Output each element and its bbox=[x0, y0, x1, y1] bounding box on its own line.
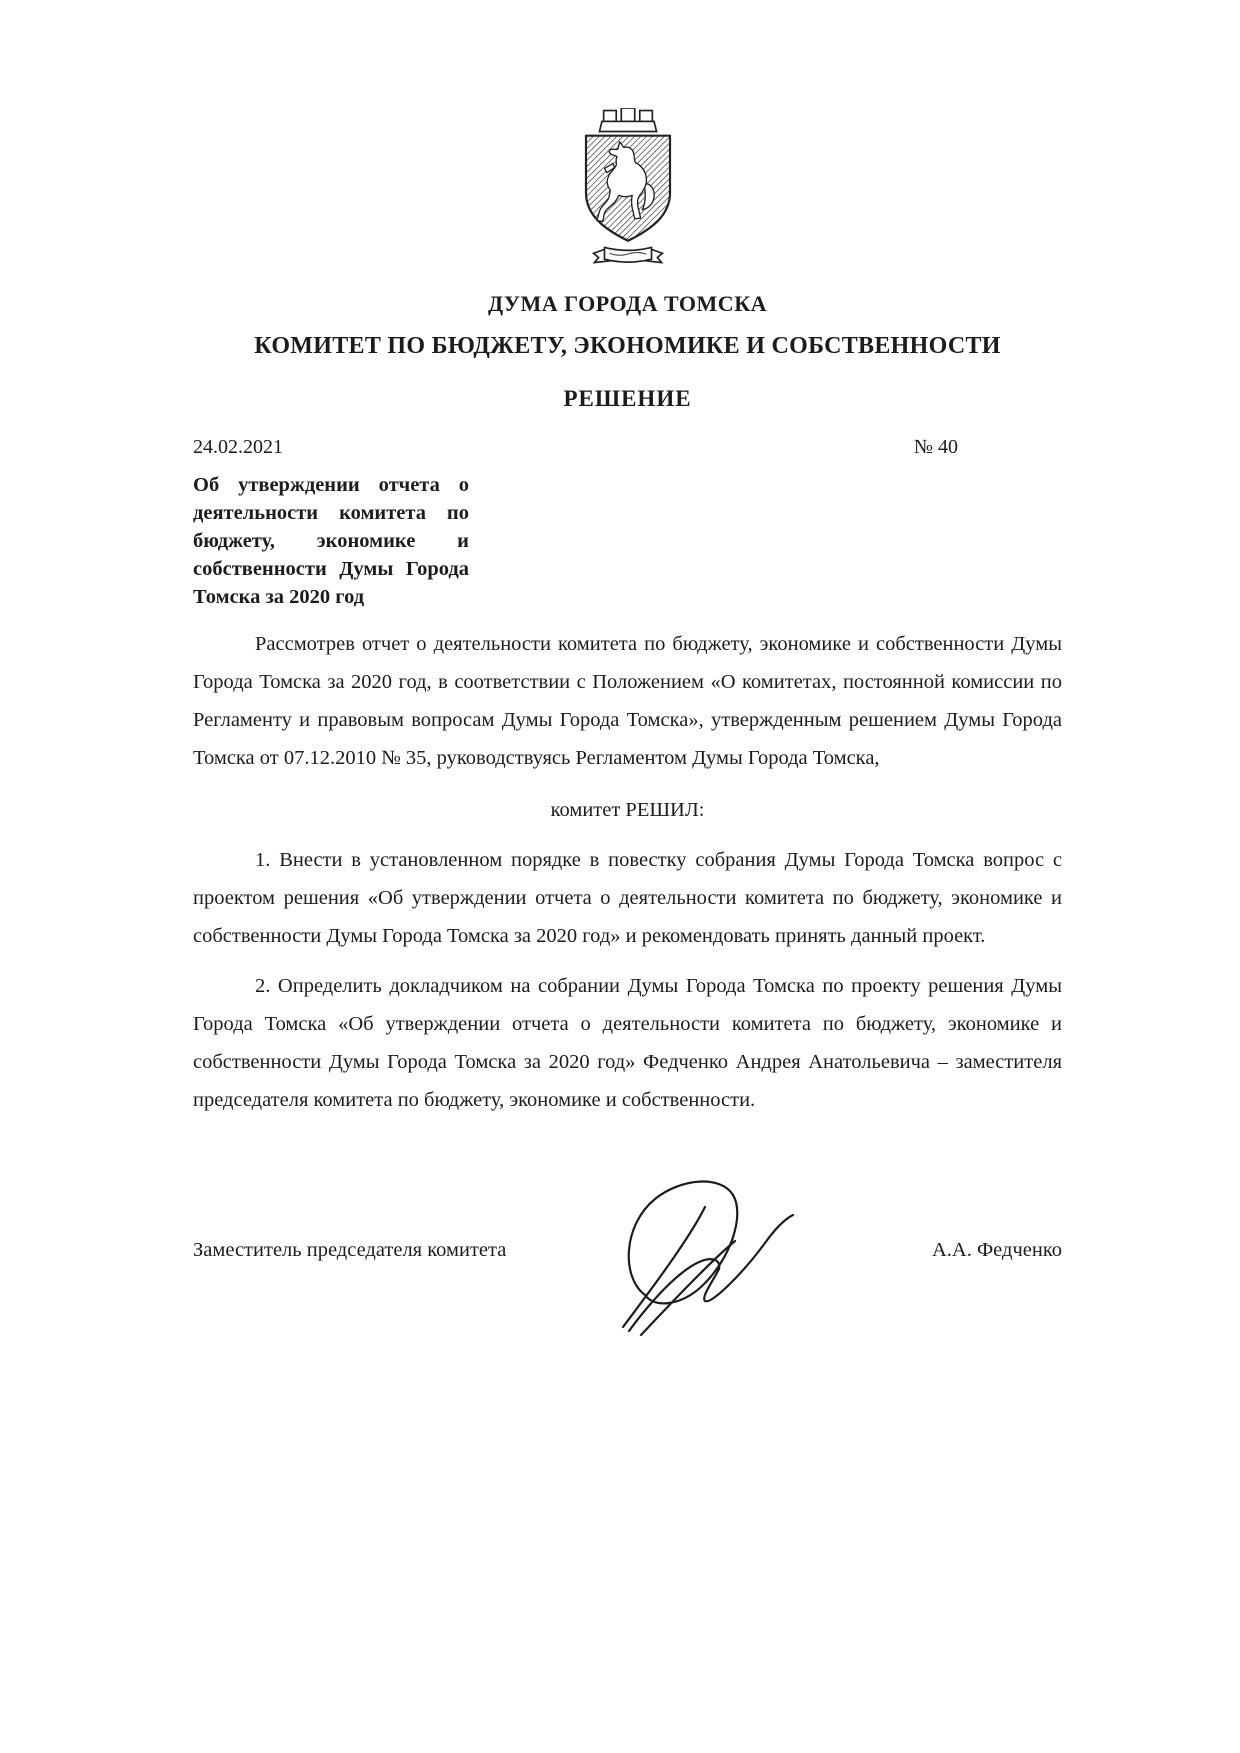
signatory-position: Заместитель председателя комитета bbox=[193, 1239, 507, 1261]
document-number: № 40 bbox=[913, 436, 958, 458]
handwritten-signature bbox=[593, 1177, 823, 1353]
document-subject: Об утверждении отчета о деятельности комитета по бюджету, экономике и собственности Думы Города Томска за 2020 год bbox=[193, 474, 469, 608]
mural-crown-icon bbox=[599, 108, 656, 132]
resolution-item-1: 1. Внести в установленном порядке в повестку собрания Думы Города Томска вопрос с проектом решения «Об утверждении отчета о деятельности комитета по бюджету, экономике и собственности Думы Города Томска за 2020 год» и рекомендовать принять данный проект. bbox=[193, 849, 1062, 947]
resolution-items bbox=[193, 841, 1062, 1119]
signature-block bbox=[193, 1239, 1062, 1262]
tomsk-coat-of-arms-icon bbox=[193, 108, 1062, 281]
preamble-paragraph: Рассмотрев отчет о деятельности комитета по бюджету, экономике и собственности Думы Города Томска за 2020 год, в соответствии с Положением «О комитетах, постоянной комиссии по Регламенту и правовым вопросам Думы Города Томска», утвержденным решением Думы Города Томска от 07.12.2010 № 35, руководствуясь Регламентом Думы Города Томска, bbox=[193, 633, 1062, 769]
ribbon-banner-icon bbox=[593, 247, 662, 262]
committee-title: КОМИТЕТ ПО БЮДЖЕТУ, ЭКОНОМИКЕ И СОБСТВЕННОСТИ bbox=[254, 333, 1001, 359]
document-type-heading: РЕШЕНИЕ bbox=[563, 386, 692, 411]
date-number-row bbox=[193, 436, 1062, 459]
signatory-name: А.А. Федченко bbox=[932, 1239, 1062, 1261]
document-date: 24.02.2021 bbox=[193, 436, 283, 458]
resolution-item-2: 2. Определить докладчиком на собрании Думы Города Томска по проекту решения Думы Города Томска «Об утверждении отчета о деятельности комитета по бюджету, экономике и собственности Думы Города Томска за 2020 год» Федченко Андрея Анатольевича – заместителя председателя комитета по бюджету, экономике и собственности. bbox=[193, 975, 1062, 1111]
org-title: ДУМА ГОРОДА ТОМСКА bbox=[487, 291, 768, 316]
resolution-intro: комитет РЕШИЛ: bbox=[550, 799, 705, 821]
